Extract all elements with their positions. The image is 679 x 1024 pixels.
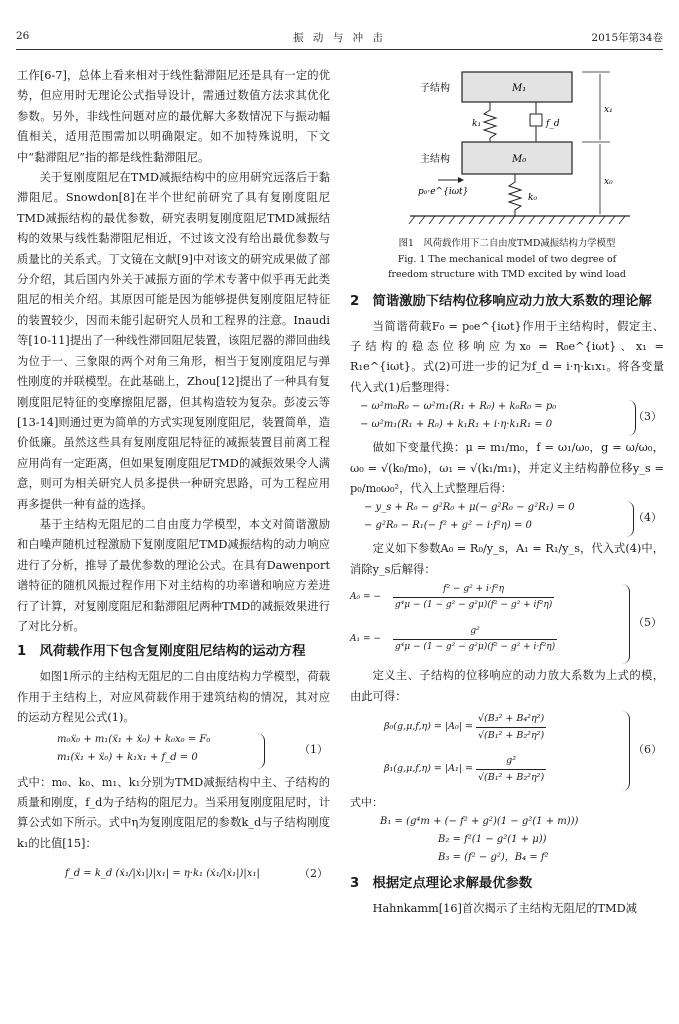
equation-line: f_d = k_d (ẋ₁/|ẋ₁|)|x₁| = η·k₁ (ẋ₁/|ẋ₁|)|x₁| [65,868,260,880]
sub-structure-label: 子结构 [420,83,450,94]
equation-2 [65,860,330,888]
equation-line: A₀ = − $\frac{\text{f² − g² + i·f²η}}{\text{g⁴μ − (1 − g² − g²μ)(f² − g² + if²η)}}$ [350,582,554,613]
equation-6 [384,709,664,793]
main-structure-label: 主结构 [420,154,450,165]
equation-brace [257,733,265,769]
page-number: 26 [16,30,30,42]
page-header [16,30,663,48]
equation-4 [364,499,664,539]
equation-1 [57,731,330,771]
arrow-head-icon [458,177,464,183]
equation-brace [622,711,630,791]
equation-3 [360,398,664,438]
paragraph: 工作[6-7]，总体上看来相对于线性黏滞阻尼还是具有一定的优势，但应用时无理论公式指导设计，需通过数值方法求其优化参数。另外，非线性问题对应的最优解大多数情况下与振动幅值相关，适用范围需加以明确限定。如不加特殊说明，下文中“黏滞阻尼”指的都是线性黏滞阻尼。 [17,69,330,164]
spring-k1 [484,102,496,142]
section-heading-3: 3 根据定点理论求解最优参数 [350,876,533,892]
equation-number: （2） [299,867,328,881]
spring-k0-label: k₀ [528,193,538,203]
equation-5 [350,582,664,666]
left-column [17,66,330,888]
section-heading-2: 2 简谐激励下结构位移响应动力放大系数的理论解 [350,293,652,309]
damper-fd [530,114,542,126]
mass-m0-label: M₀ [512,154,527,165]
fraction: $\frac{\text{g²}}{\text{g⁴μ − (1 − g² − g²μ)(f² − g² + i·f²η)}}$ [394,626,556,653]
paragraph: Hahnkamm[16]首次揭示了主结构无阻尼的TMD减 [372,902,637,916]
figure-caption-cn: 图1 风荷载作用下二自由度TMD减振结构力学模型 [398,238,616,249]
equation-brace [622,584,630,664]
ground-hatch [409,216,625,224]
equation-line: − ω²m₀R₀ − ω²m₁(R₁ + R₀) + k₀R₀ = p₀ [360,401,557,413]
paragraph: 当简谐荷载F₀ = p₀e^{iωt}作用于主结构时，假定主、子结构的稳态位移响应为x₀ = R₀e^{iωt}、x₁ = R₁e^{iωt}。式(2)可进一步的记为f_d = i·η·k₁x₁。将各变量代入式(1)后整理得： [350,319,664,394]
figure-1 [350,66,664,232]
paragraph: 定义如下参数A₀ = R₀/y_s，A₁ = R₁/y_s，代入式(4)中，消除y_s后解得： [350,542,664,576]
equation-line: − y_s + R₀ − g²R₀ + μ(− g²R₀ − g²R₁) = 0 [364,502,575,514]
spring-k1-label: k₁ [472,119,482,129]
figure-caption-en: freedom structure with TMD excited by wind load [388,269,626,280]
paragraph: 基于主结构无阻尼的二自由度力学模型，本文对简谐激励和白噪声随机过程激励下复刚度阻尼TMD减振结构的动力响应进行了分析，推导了最优参数的理论公式。在具有Dawenport谱特征的随机风振过程作用下对主结构的功率谱和响应方差进行了计算，对复刚度阻尼和黏滞阻尼两种TMD的减振效果进行了对比分析。 [17,517,330,633]
equation-line: A₁ = − $\frac{\text{g²}}{\text{g⁴μ − (1 − g² − g²μ)(f² − g² + i·f²η)}}$ [350,624,557,655]
fraction: $\frac{\text{g²}}{\text{√(B₁² + B₂²η²)}}$ [477,754,545,783]
spring-k0 [509,174,521,216]
fraction: $\frac{\text{√(B₃² + B₄²η²)}}{\text{√(B₁² + B₂²η²)}}$ [477,712,545,741]
equation-line: m₁(ẍ₁ + ẍ₀) + k₁x₁ + f_d = 0 [57,751,198,763]
equation-number: （3） [633,410,662,424]
mechanical-model-diagram [350,66,664,232]
damper-fd-label: f_d [546,119,560,129]
paragraph: 做如下变量代换：μ = m₁/m₀，f = ω₁/ω₀，g = ω/ω₀，ω₀ = √(k₀/m₀)，ω₁ = √(k₁/m₁)，并定义主结构静位移y_s = p₀/m₀ω₀²，代入上式整理后得： [350,441,664,495]
figure-caption-en: Fig. 1 The mechanical model of two degree of [397,253,617,265]
x1-label: x₁ [604,105,613,115]
section-heading-1: 1 风荷载作用下包含复刚度阻尼结构的运动方程 [17,644,306,660]
load-label: p₀·e^{iωt} [418,187,469,197]
definition-b1: B₁ = (g⁴m + (− f² + g²)(1 − g²(1 + m))) [380,816,579,828]
paragraph: 关于复刚度阻尼在TMD减振结构中的应用研究远落后于黏滞阻尼。Snowdon[8]在半个世纪前研究了具有复刚度阻尼TMD减振结构的最优参数，研究表明复刚度阻尼TMD减振结构的效果与线性黏滞阻尼相近，不过该文没有给出最优参数与质量比的关系式。丁文镜在文献[9]中对该文的研究成果做了部分介绍，其后国内外关于减振方面的学术专著中似乎再无此类阻尼的相关介绍。其原因可能是因为能够提供复刚度阻尼特征的装置较少，因而未能引起研究人员和工程界的注意。Inaudi等[10-11]提出了一种线性滞回阻尼装置，该阻尼器的滞回曲线为位于一、三象限的两个对角三角形，相当于复刚度阻尼与弹性刚度的并联模型。在此基础上，Zhou[12]提出了一种具有复刚度阻尼特征的变摩擦阻尼器，但其构造较为复杂。彭凌云等[13-14]则通过更为简单的方式实现复刚度阻尼，装置简单，造价低廉。虽然这些具有复刚度阻尼特征的减振装置目前离工程应用尚有一定距离，但如果复刚度阻尼TMD的减振效果令人满意，则可为相关研究人员多提供一种研究思路，可为工程应用再多提供一种有益的选择。 [17,171,330,511]
equation-number: （5） [633,616,662,630]
paragraph: 式中：m₀、k₀、m₁、k₁分别为TMD减振结构中主、子结构的质量和刚度，f_d为子结构的阻尼力。当采用复刚度阻尼时，计算公式如下所示。式中η为复刚度阻尼的参数k_d与子结构刚度k₁的比值[15]： [17,775,330,850]
equation-line: m₀ẍ₀ + m₁(ẍ₁ + ẍ₀) + k₀x₀ = F₀ [57,733,211,745]
equation-line: β₁(g,μ,f,η) = |A₁| = $\frac{\text{g²}}{\text{√(B₁² + B₂²η²)}}$ [384,753,546,786]
journal-title: 振 动 与 冲 击 [293,32,386,44]
fraction: $\frac{\text{f² − g² + i·f²η}}{\text{g⁴μ − (1 − g² − g²μ)(f² − g² + if²η)}}$ [394,584,553,611]
equation-line: − g²R₀ − R₁(− f² + g² − i·f²η) = 0 [364,520,532,532]
right-column [350,66,664,920]
equation-line: β₀(g,μ,f,η) = |A₀| = $\frac{\text{√(B₃² + B₄²η²)}}{\text{√(B₁² + B₂²η²)}}$ [384,711,546,744]
x0-label: x₀ [604,177,613,187]
where-label: 式中： [350,795,383,809]
paragraph: 定义主、子结构的位移响应的动力放大系数为上式的模，由此可得： [350,669,664,703]
header-rule [16,49,663,50]
definition-b2: B₂ = f²(1 − g²(1 + μ)) [438,834,547,846]
equation-line: − ω²m₁(R₁ + R₀) + k₁R₁ + i·η·k₁R₁ = 0 [360,419,553,431]
equation-number: （1） [299,742,328,756]
equation-number: （4） [633,511,662,525]
paragraph: 如图1所示的主结构无阻尼的二自由度结构力学模型，荷载作用于主结构上，对应风荷载作用于建筑结构的情况，其对应的运动方程见公式(1)。 [17,670,330,725]
mass-m1-label: M₁ [512,83,527,94]
issue-info: 2015年第34卷 [591,32,663,44]
equation-number: （6） [633,742,662,756]
definition-b3-b4: B₃ = (f² − g²)，B₄ = f² [438,852,549,864]
